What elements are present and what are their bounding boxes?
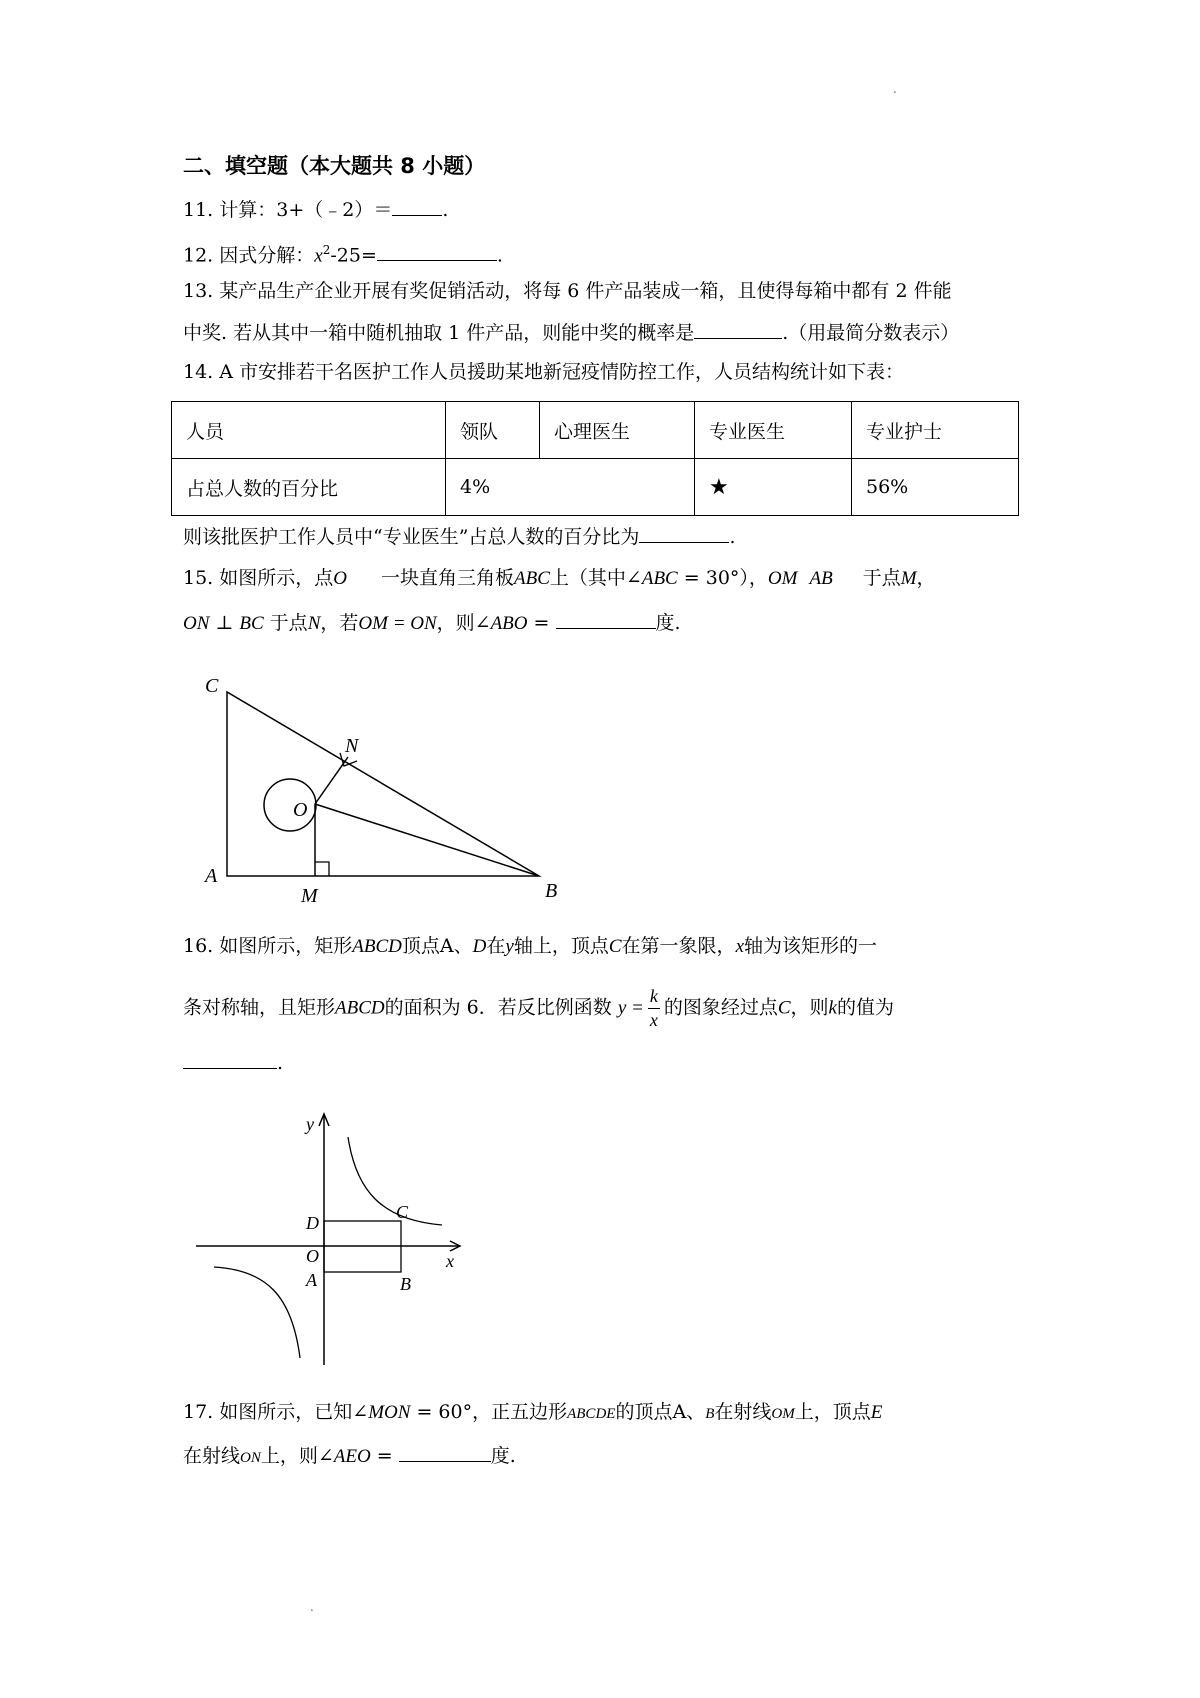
section-title: 二、填空题（本大题共 8 小题） bbox=[183, 154, 486, 178]
label-O: O bbox=[293, 799, 308, 821]
label-C: C bbox=[396, 1202, 409, 1222]
staff-table bbox=[171, 401, 1019, 516]
hyperbola-figure bbox=[196, 1110, 476, 1370]
question-12: 12. 因式分解：$x^2-25=$ . bbox=[183, 243, 503, 267]
fraction-k-over-x: $\frac{k}{x}$ bbox=[649, 986, 658, 1030]
q16-num: 16. bbox=[183, 935, 214, 957]
table-header-cell: 人员 bbox=[172, 402, 446, 459]
question-13-line1: 13. 某产品生产企业开展有奖促销活动，将每 6 件产品装成一箱，且使得每箱中都有 2 件能 bbox=[183, 280, 952, 302]
question-15-line2: ON ⊥ BC 于点N，若OM = ON，则∠ABO = 度. bbox=[183, 612, 681, 634]
q13-answer-blank[interactable] bbox=[694, 320, 782, 339]
label-B: B bbox=[400, 1274, 411, 1294]
label-O: O bbox=[306, 1246, 319, 1266]
label-N: N bbox=[345, 735, 359, 757]
label-C: C bbox=[205, 675, 219, 697]
table-row bbox=[172, 459, 1019, 516]
table-row bbox=[172, 402, 1019, 459]
question-11: 11. 计算：3+（﹣2）＝ . bbox=[183, 199, 449, 221]
question-16-line3: . bbox=[183, 1050, 283, 1075]
question-16-line2: 条对称轴，且矩形ABCD的面积为 6．若反比例函数 y = $\frac{k}{x}$ 的图象经过点C，则k的值为 bbox=[183, 986, 894, 1030]
q13-num: 13. bbox=[183, 280, 214, 302]
scan-dot: . bbox=[893, 82, 897, 96]
table-header-cell: 专业医生 bbox=[695, 402, 852, 459]
label-x: x bbox=[446, 1251, 454, 1271]
label-M: M bbox=[301, 885, 318, 907]
question-14: 14. A 市安排若干名医护工作人员援助某地新冠疫情防控工作，人员结构统计如下表： bbox=[183, 361, 905, 383]
question-17-line2: 在射线ON上，则∠AEO = 度. bbox=[183, 1445, 516, 1467]
q12-answer-blank[interactable] bbox=[377, 242, 497, 261]
triangle-figure bbox=[195, 672, 575, 912]
q15-answer-blank[interactable] bbox=[556, 610, 656, 629]
table-cell: 4% bbox=[446, 459, 695, 516]
q12-num: 12. bbox=[183, 244, 214, 267]
label-D: D bbox=[306, 1213, 319, 1233]
question-15-line1: 15. 如图所示，点O 一块直角三角板ABC上（其中∠ABC = 30°），OM AB 于点M， bbox=[183, 567, 936, 589]
q17-answer-blank[interactable] bbox=[399, 1443, 491, 1462]
question-17-line1: 17. 如图所示，已知∠MON = 60°，正五边形ABCDE的顶点A、B在射线OM上，顶点E bbox=[183, 1401, 883, 1423]
table-cell: ★ bbox=[695, 459, 852, 516]
q11-num: 11. bbox=[183, 199, 214, 221]
question-13-line2: 中奖. 若从其中一箱中随机抽取 1 件产品，则能中奖的概率是 .（用最简分数表示） bbox=[183, 322, 960, 344]
table-cell: 56% bbox=[852, 459, 1019, 516]
label-y: y bbox=[306, 1114, 314, 1134]
table-row-label: 占总人数的百分比 bbox=[172, 459, 446, 516]
label-B: B bbox=[545, 880, 558, 902]
q11-answer-blank[interactable] bbox=[392, 197, 442, 216]
q12-text: 因式分解： bbox=[219, 244, 315, 267]
question-14-followup: 则该批医护工作人员中“专业医生”占总人数的百分比为 . bbox=[183, 526, 736, 548]
label-A: A bbox=[205, 865, 218, 887]
q15-num: 15. bbox=[183, 567, 214, 589]
q14-answer-blank[interactable] bbox=[639, 524, 729, 543]
table-header-cell: 心理医生 bbox=[540, 402, 695, 459]
q17-num: 17. bbox=[183, 1401, 214, 1423]
label-A: A bbox=[306, 1270, 317, 1290]
table-header-cell: 专业护士 bbox=[852, 402, 1019, 459]
table-header-cell: 领队 bbox=[446, 402, 540, 459]
q16-answer-blank[interactable] bbox=[183, 1050, 277, 1069]
q11-text: 计算：3+（﹣2）＝ bbox=[219, 199, 393, 221]
question-16-line1: 16. 如图所示，矩形ABCD顶点A、D在y轴上，顶点C在第一象限，x轴为该矩形的一 bbox=[183, 935, 878, 957]
q14-num: 14. bbox=[183, 361, 214, 383]
scan-dot: . bbox=[310, 1600, 314, 1614]
